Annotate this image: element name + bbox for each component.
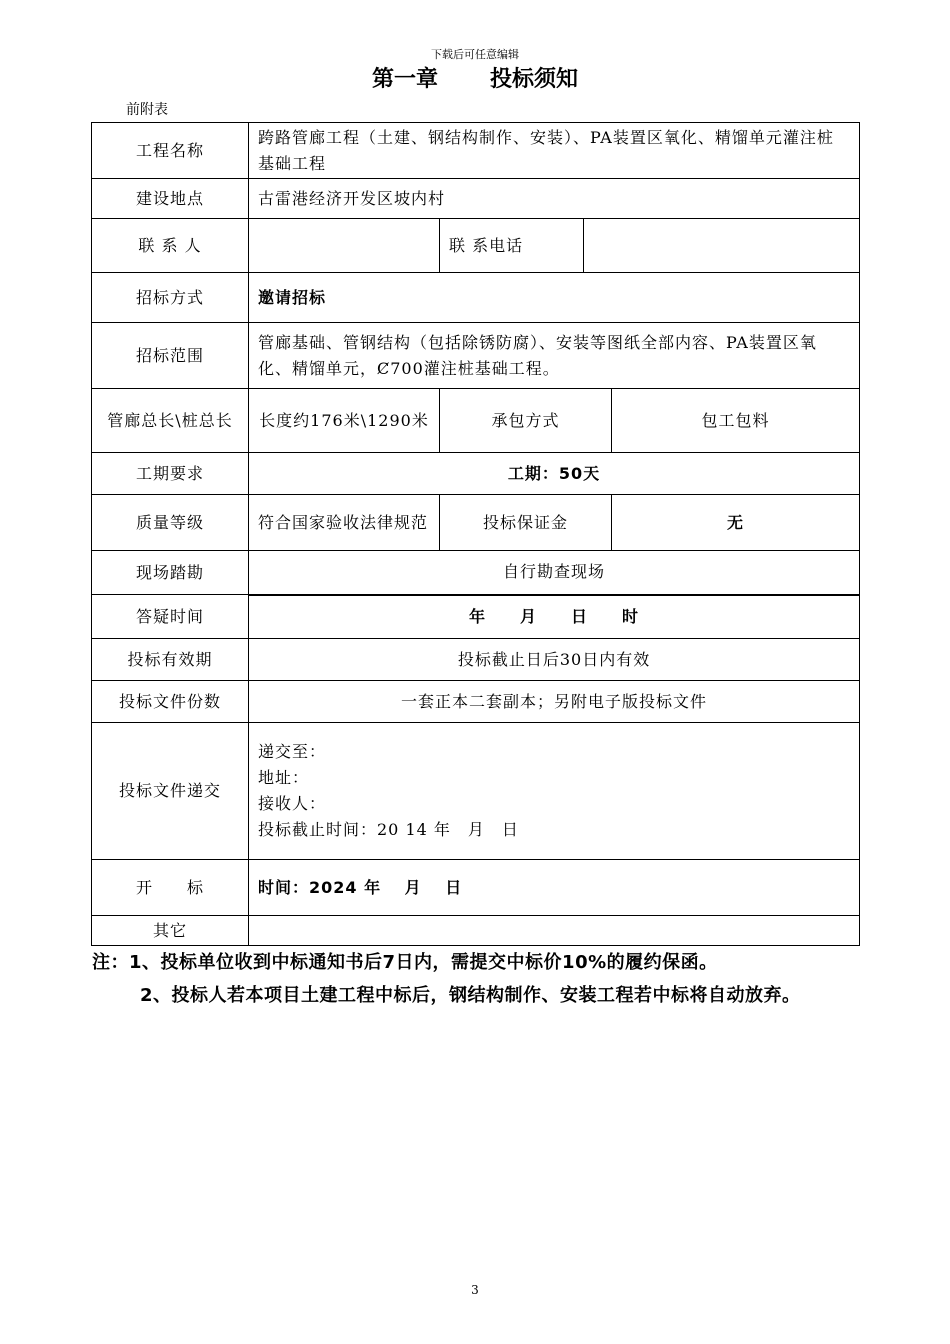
method-value: 邀请招标 (249, 273, 860, 323)
table-row (92, 639, 860, 681)
table-row (92, 860, 860, 916)
qa-label: 答疑时间 (92, 595, 249, 639)
note-2: 2、投标人若本项目土建工程中标后，钢结构制作、安装工程若中标将自动放弃。 (140, 985, 801, 1006)
qa-value: 年 月 日 时 (249, 595, 860, 639)
scope-value: 管廊基础、管钢结构（包括除锈防腐）、安装等图纸全部内容、PA装置区氧化、精馏单元，Ȼ700灌注桩基础工程。 (249, 323, 860, 389)
table-row (92, 916, 860, 946)
table-row (92, 219, 860, 273)
watermark-text: 下载后可任意编辑 (431, 48, 519, 61)
submission-address: 地址： (258, 768, 310, 787)
period-label: 工期要求 (92, 453, 249, 495)
contact-label: 联 系 人 (92, 219, 249, 273)
table-row (92, 123, 860, 179)
quality-label: 质量等级 (92, 495, 249, 551)
project-name-label: 工程名称 (92, 123, 249, 179)
survey-label: 现场踏勘 (92, 551, 249, 595)
contract-label: 承包方式 (440, 389, 612, 453)
method-label: 招标方式 (92, 273, 249, 323)
other-value (249, 916, 860, 946)
table-row (92, 495, 860, 551)
table-row (92, 453, 860, 495)
chapter-title: 投标须知 (490, 67, 579, 92)
table-row (92, 273, 860, 323)
opening-label: 开 标 (92, 860, 249, 916)
notes-section (92, 946, 852, 1012)
other-label: 其它 (92, 916, 249, 946)
length-value: 长度约176米\1290米 (249, 389, 440, 453)
submission-label: 投标文件递交 (92, 723, 249, 860)
note-1: 注：1、投标单位收到中标通知书后7日内，需提交中标价10%的履约保函。 (92, 952, 718, 973)
scope-label: 招标范围 (92, 323, 249, 389)
validity-value: 投标截止日后30日内有效 (249, 639, 860, 681)
copies-label: 投标文件份数 (92, 681, 249, 723)
table-row (92, 551, 860, 595)
period-value: 工期：50天 (249, 453, 860, 495)
phone-value (584, 219, 860, 273)
table-row (92, 323, 860, 389)
copies-value: 一套正本二套副本；另附电子版投标文件 (249, 681, 860, 723)
contact-value (249, 219, 440, 273)
table-row (92, 681, 860, 723)
table-row (92, 723, 860, 860)
chapter-number: 第一章 (371, 67, 438, 92)
deposit-label: 投标保证金 (440, 495, 612, 551)
chapter-heading (0, 62, 950, 93)
table-row (92, 389, 860, 453)
table-row (92, 595, 860, 639)
opening-value: 时间：2024 年 月 日 (249, 860, 860, 916)
submission-deadline: 投标截止时间：20 14 年 月 日 (258, 820, 519, 839)
location-value: 古雷港经济开发区坡内村 (249, 179, 860, 219)
quality-value: 符合国家验收法律规范 (249, 495, 440, 551)
length-label: 管廊总长\桩总长 (92, 389, 249, 453)
submission-to: 递交至： (258, 742, 327, 761)
appendix-label: 前附表 (126, 102, 168, 118)
survey-value: 自行勘查现场 (249, 551, 860, 595)
location-label: 建设地点 (92, 179, 249, 219)
phone-label: 联 系电话 (440, 219, 584, 273)
deposit-value: 无 (612, 495, 860, 551)
page-number: 3 (471, 1283, 479, 1297)
validity-label: 投标有效期 (92, 639, 249, 681)
contract-value: 包工包料 (612, 389, 860, 453)
table-row (92, 179, 860, 219)
submission-receiver: 接收人： (258, 794, 327, 813)
tender-info-table (91, 122, 860, 946)
submission-value (249, 723, 860, 860)
project-name-value: 跨路管廊工程（土建、钢结构制作、安装）、PA装置区氧化、精馏单元灌注桩基础工程 (249, 123, 860, 179)
